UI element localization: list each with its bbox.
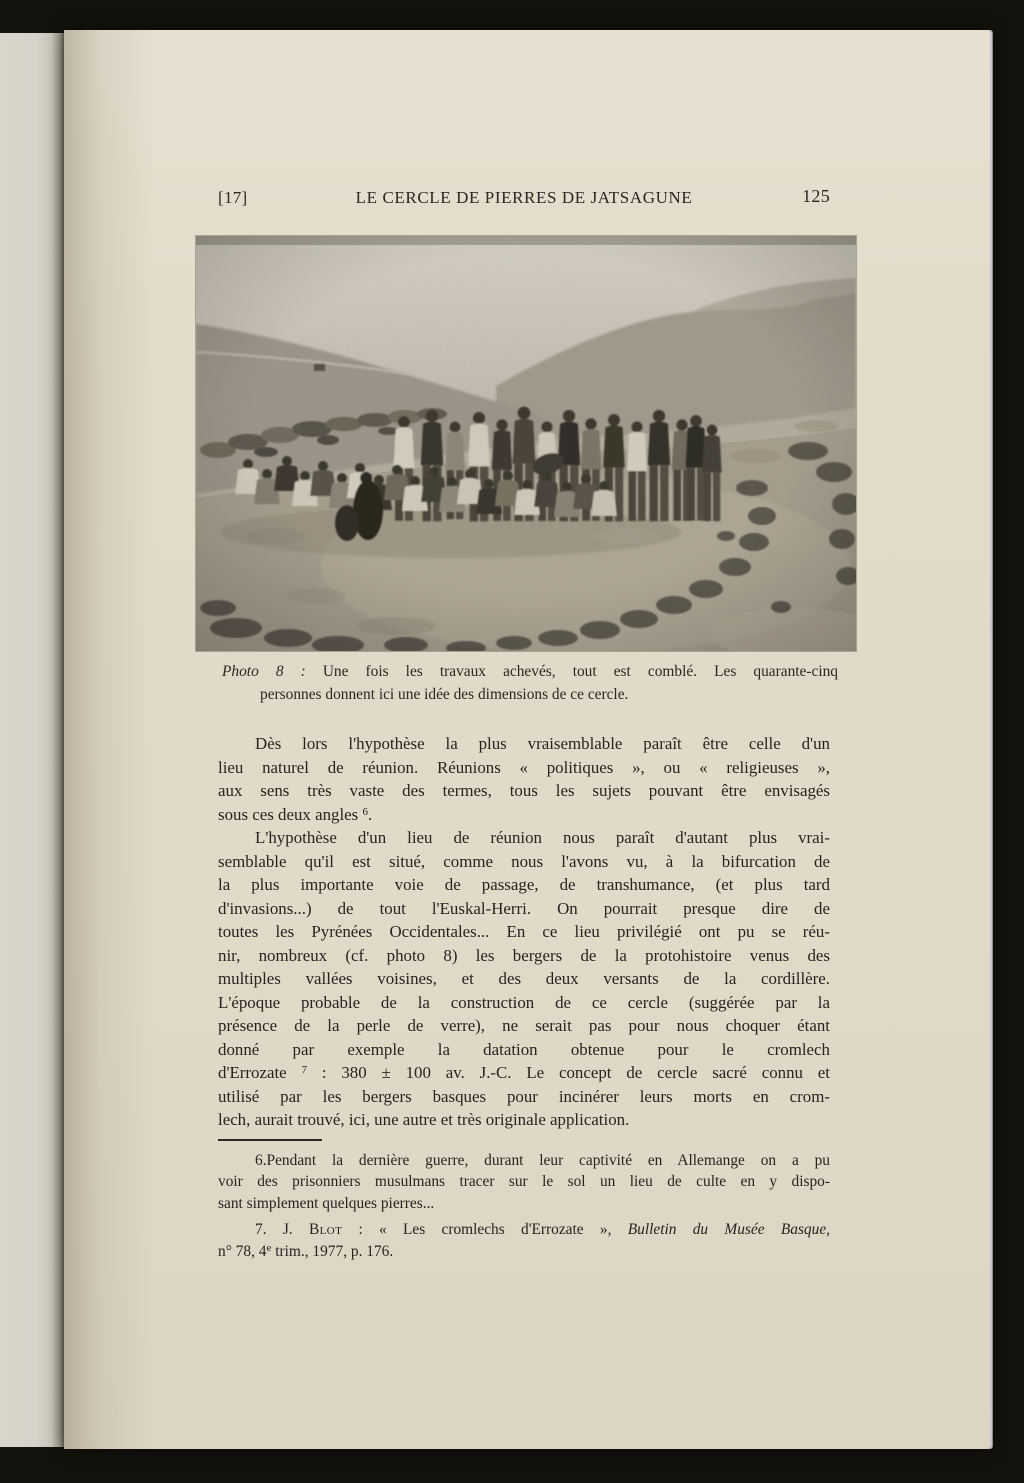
footnote-6-line: 6.Pendant la dernière guerre, durant leur captivité en Allemange on a pu (255, 1151, 830, 1169)
footnote-7-line: n° 78, 4e trim., 1977, p. 176. (218, 1241, 394, 1260)
paragraph-1-line: sous ces deux angles $^6$. (218, 804, 373, 824)
spine-shadow (64, 30, 154, 1449)
ordinal-superscript: e (266, 1241, 272, 1254)
body-text (218, 732, 830, 1262)
journal-title: Bulletin du Musée Basque, (627, 1220, 830, 1238)
paragraph-2-line: L'époque probable de la construction de ce cercle (suggérée par la (218, 992, 830, 1012)
excavation-photo-svg (196, 236, 856, 651)
footnote-rule (218, 1139, 322, 1141)
paragraph-2-line: utilisé par les bergers basques pour incinérer leurs morts en crom- (218, 1086, 830, 1106)
paragraph-2-line: semblable qu'il est situé, comme nous l'avons vu, à la bifurcation de (218, 851, 830, 871)
author-name: Blot (308, 1220, 343, 1238)
paragraph-2-line: toutes les Pyrénées Occidentales... En ce lieu privilégié ont pu se réu- (218, 922, 830, 941)
photo-caption (222, 660, 838, 706)
paragraph-1-line: aux sens très vaste des termes, tous les sujets pouvant être envisagés (218, 781, 830, 800)
paragraph-2-line: nir, nombreux (cf. photo 8) les bergers de la protohistoire venus des (218, 945, 830, 965)
paragraph-1-line: lieu naturel de réunion. Réunions « politiques », ou « religieuses », (218, 757, 830, 777)
running-title: LE CERCLE DE PIERRES DE JATSAGUNE (355, 188, 693, 207)
caption-line-1: Photo 8 : Une fois les travaux achevés, tout est comblé. Les quarante-cinq (222, 663, 838, 680)
paragraph-2-line: multiples vallées voisines, et des deux versants de la cordillère. (218, 969, 830, 988)
paragraph-1-line: Dès lors l'hypothèse la plus vraisemblable paraît être celle d'un (255, 734, 830, 753)
photo-8-excavation (196, 236, 856, 651)
paragraph-2-line: donné par exemple la datation obtenue pour le cromlech (218, 1039, 830, 1059)
section-marker: [17] (218, 188, 248, 207)
footnote-7-line: 7. J. Blot : « Les cromlechs d'Errozate », Bulletin du Musée Basque, (255, 1220, 830, 1238)
book-page (64, 30, 990, 1449)
footnote-ref-6: 6 (362, 805, 368, 818)
facing-page-edge (0, 33, 64, 1447)
footnote-6-line: sant simplement quelques pierres... (218, 1195, 435, 1213)
footnote-6-line: voir des prisonniers musulmans tracer sur le sol un lieu de culte en y dispo- (218, 1173, 830, 1191)
paragraph-2-line: lech, aurait trouvé, ici, une autre et très originale application. (218, 1110, 630, 1129)
paragraph-2-line: la plus importante voie de passage, de transhumance, (et plus tard (218, 875, 830, 894)
footnote-ref-7: 7 (301, 1064, 308, 1076)
paragraph-2-line: d'invasions...) de tout l'Euskal-Herri. On pourrait presque dire de (218, 898, 830, 918)
caption-line-2: personnes donnent ici une idée des dimensions de ce cercle. (260, 686, 629, 703)
page-number: 125 (802, 186, 830, 206)
paragraph-2-line: d'Errozate $^7$ : 380 ± 100 av. J.-C. Le concept de cercle sacré connu et (218, 1063, 830, 1082)
page-header (218, 188, 830, 212)
paragraph-2-line: L'hypothèse d'un lieu de réunion nous paraît d'autant plus vrai- (255, 828, 830, 847)
caption-label: Photo 8 : (222, 663, 306, 680)
paragraph-2-line: présence de la perle de verre), ne serait pas pour nous choquer étant (218, 1016, 830, 1035)
